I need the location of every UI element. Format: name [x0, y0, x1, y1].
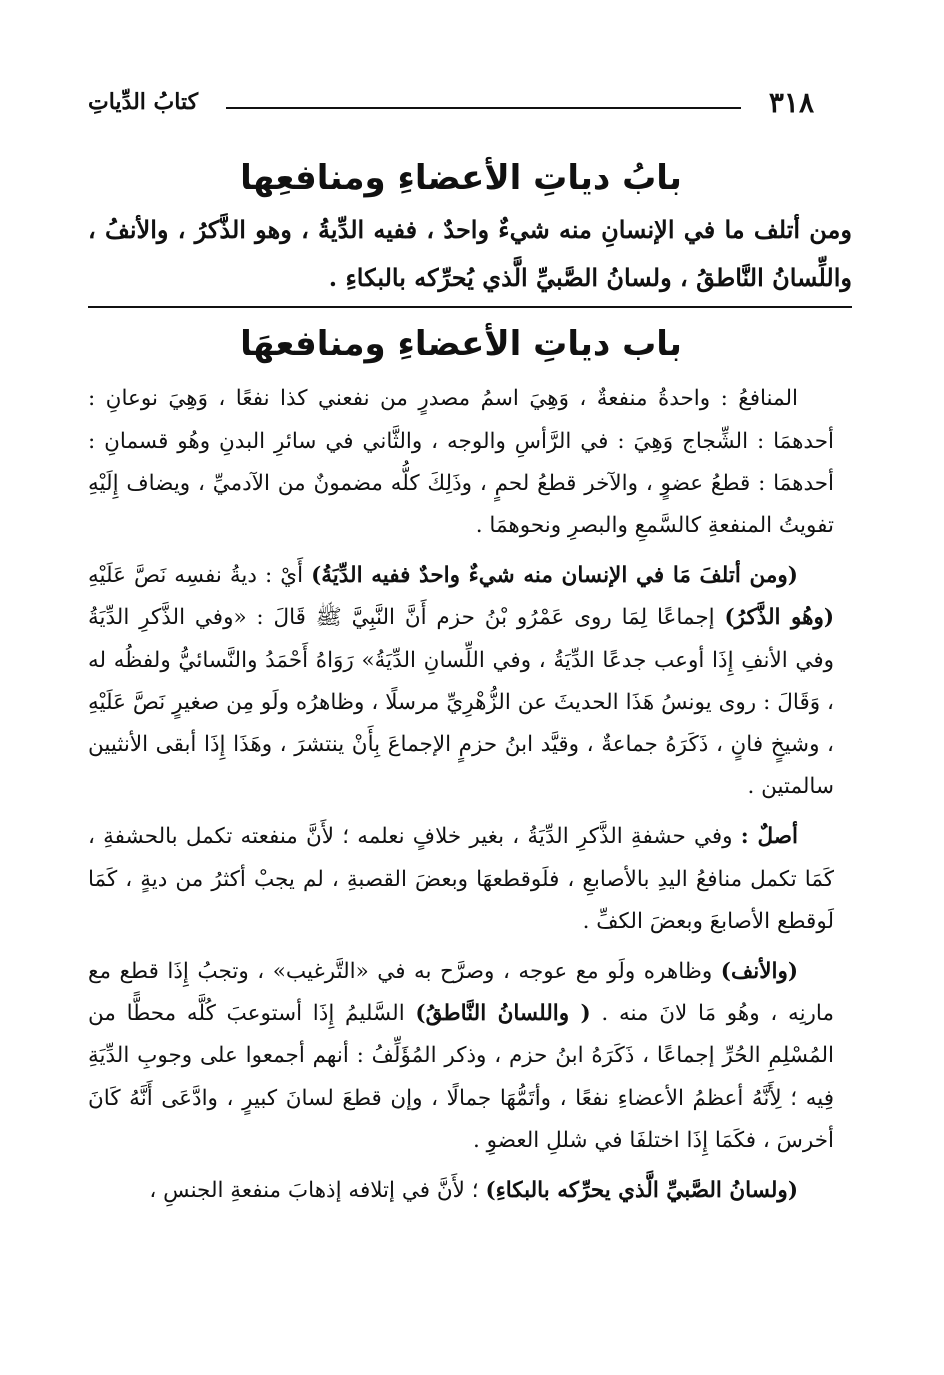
header-rule — [226, 107, 741, 109]
paragraph-4-text-a: وظاهره ولَو مع عوجه ، وصرَّح به في «التَّرغيب» ، وتجبُ إِذَا قطع مع مارنِه ، وهُو مَا لانَ منه . — [88, 959, 834, 1027]
quoted-matn: (والأنف) — [720, 959, 798, 985]
paragraph-2-text-b: إجماعًا لِمَا روى عَمْرُو بْنُ حزم أَنَّ النَّبِيَّ ﷺ قَالَ : «وفي الذَّكرِ الدِّيَةُ وفي الأنفِ إِذَا أوعب جدعًا الدِّيَةُ ، وفي اللِّسانِ الدِّيَةُ» رَوَاهُ أَحْمَدُ والنَّسائيُّ ولفظُه له ، وَقَالَ : روى يونسُ هَذَا الحديثَ عن الزُّهْرِيِّ مرسلًا ، وظاهرُه ولَو مِن صغيرٍ نَصَّ عَلَيْهِ ، وشيخٍ فانٍ ، ذَكَرَهُ جماعةٌ ، وقيَّد ابنُ حزمٍ الإجماعَ بِأَنْ ينتشرَ ، وهَذَا إِذَا أبقى الأنثيين سالمتين . — [88, 605, 834, 800]
quoted-matn: (ولسانُ الصَّبيِّ الَّذي يحرِّكه بالبكاءِ) — [485, 1178, 798, 1204]
paragraph-3-text: وفي حشفةِ الذَّكرِ الدِّيَةُ ، بغير خلافٍ نعلمه ؛ لأَنَّ منفعته تكمل بالحشفةِ ، كَمَا تكمل منافعُ اليدِ بالأصابعِ ، فلَوقطعهَا وبعضَ القصبةِ ، لم يجبْ أكثرُ من ديةٍ ، كَمَا لَوقطع الأصابعَ وبعضَ الكفِّ . — [88, 824, 834, 934]
commentary-paragraph-1 — [88, 378, 834, 547]
quoted-matn: (ومن أتلفَ مَا في الإنسان منه شيءٌ واحدٌ ففيه الدِّيَةُ) — [311, 563, 798, 589]
page — [88, 78, 852, 1335]
commentary-paragraph-2 — [88, 555, 834, 808]
page-header — [88, 78, 814, 126]
page-number: ٣١٨ — [768, 85, 814, 119]
matn-text: ومن أتلف ما في الإنسانِ منه شيءٌ واحدٌ ، ففيه الدِّيةُ ، وهو الذَّكرُ ، والأنفُ ، واللِّسانُ النَّاطقُ ، ولسانُ الصَّبيِّ الَّذي يُحرِّكه بالبكاءِ . — [88, 206, 852, 308]
quoted-matn: (وهُو الذَّكرُ) — [724, 605, 834, 631]
paragraph-5-text: ؛ لأَنَّ في إتلافه إذهابَ منفعةِ الجنسِ ، — [149, 1178, 486, 1204]
asl-label: أصلٌ : — [740, 824, 798, 850]
commentary-paragraph-3 — [88, 816, 834, 943]
commentary-paragraph-5 — [88, 1170, 834, 1212]
matn-chapter-title: بابُ دياتِ الأعضاءِ ومنافعِها — [240, 158, 682, 198]
paragraph-2-text-a: أَيْ : ديةُ نفسِه نَصَّ عَلَيْهِ — [88, 563, 312, 589]
commentary-paragraph-4 — [88, 951, 834, 1162]
commentary — [88, 378, 834, 1212]
book-title: كتابُ الدِّياتِ — [88, 89, 199, 115]
paragraph-4-text-b: السَّليمُ إِذَا أستوعبَ كُلَّه محطًّا من المُسْلِمِ الحُرِّ إجماعًا ، ذَكَرَهُ ابنُ حزم ، وذكر المُؤَلِّفُ : أنهم أجمعوا على وجوبِ الدِّيَةِ فِيه ؛ لِأَنَّهُ أعظمُ الأعضاءِ نفعًا ، وأتَمُّهَا جمالًا ، وإن قطعَ لسانَ كبيرٍ ، وادَّعَى أَنَّهُ كَانَ أخرسَ ، فكَمَا إِذَا اختلفَا في شللِ العضوِ . — [88, 1001, 834, 1153]
paragraph-1-text: المنافعُ : واحدةُ منفعةٌ ، وَهِيَ اسمُ مصدرٍ من نفعني كذا نفعًا ، وَهِيَ نوعانِ : أحدهمَا : الشِّجاج وَهِيَ : في الرَّأسِ والوجه ، والثَّاني في سائرِ البدنِ وهُو قسمانِ : أحدهمَا : قطعُ عضوٍ ، والآخر قطعُ لحمٍ ، وذَلِكَ كلُّه مضمونٌ من الآدميِّ ، ويضاف إِلَيْهِ تفويتُ المنفعةِ كالسَّمعِ والبصرِ ونحوهمَا . — [88, 386, 834, 538]
sharh-chapter-title: باب دياتِ الأعضاءِ ومنافعهَا — [240, 324, 682, 365]
quoted-matn: ( واللسانُ النَّاطقُ) — [415, 1001, 591, 1027]
